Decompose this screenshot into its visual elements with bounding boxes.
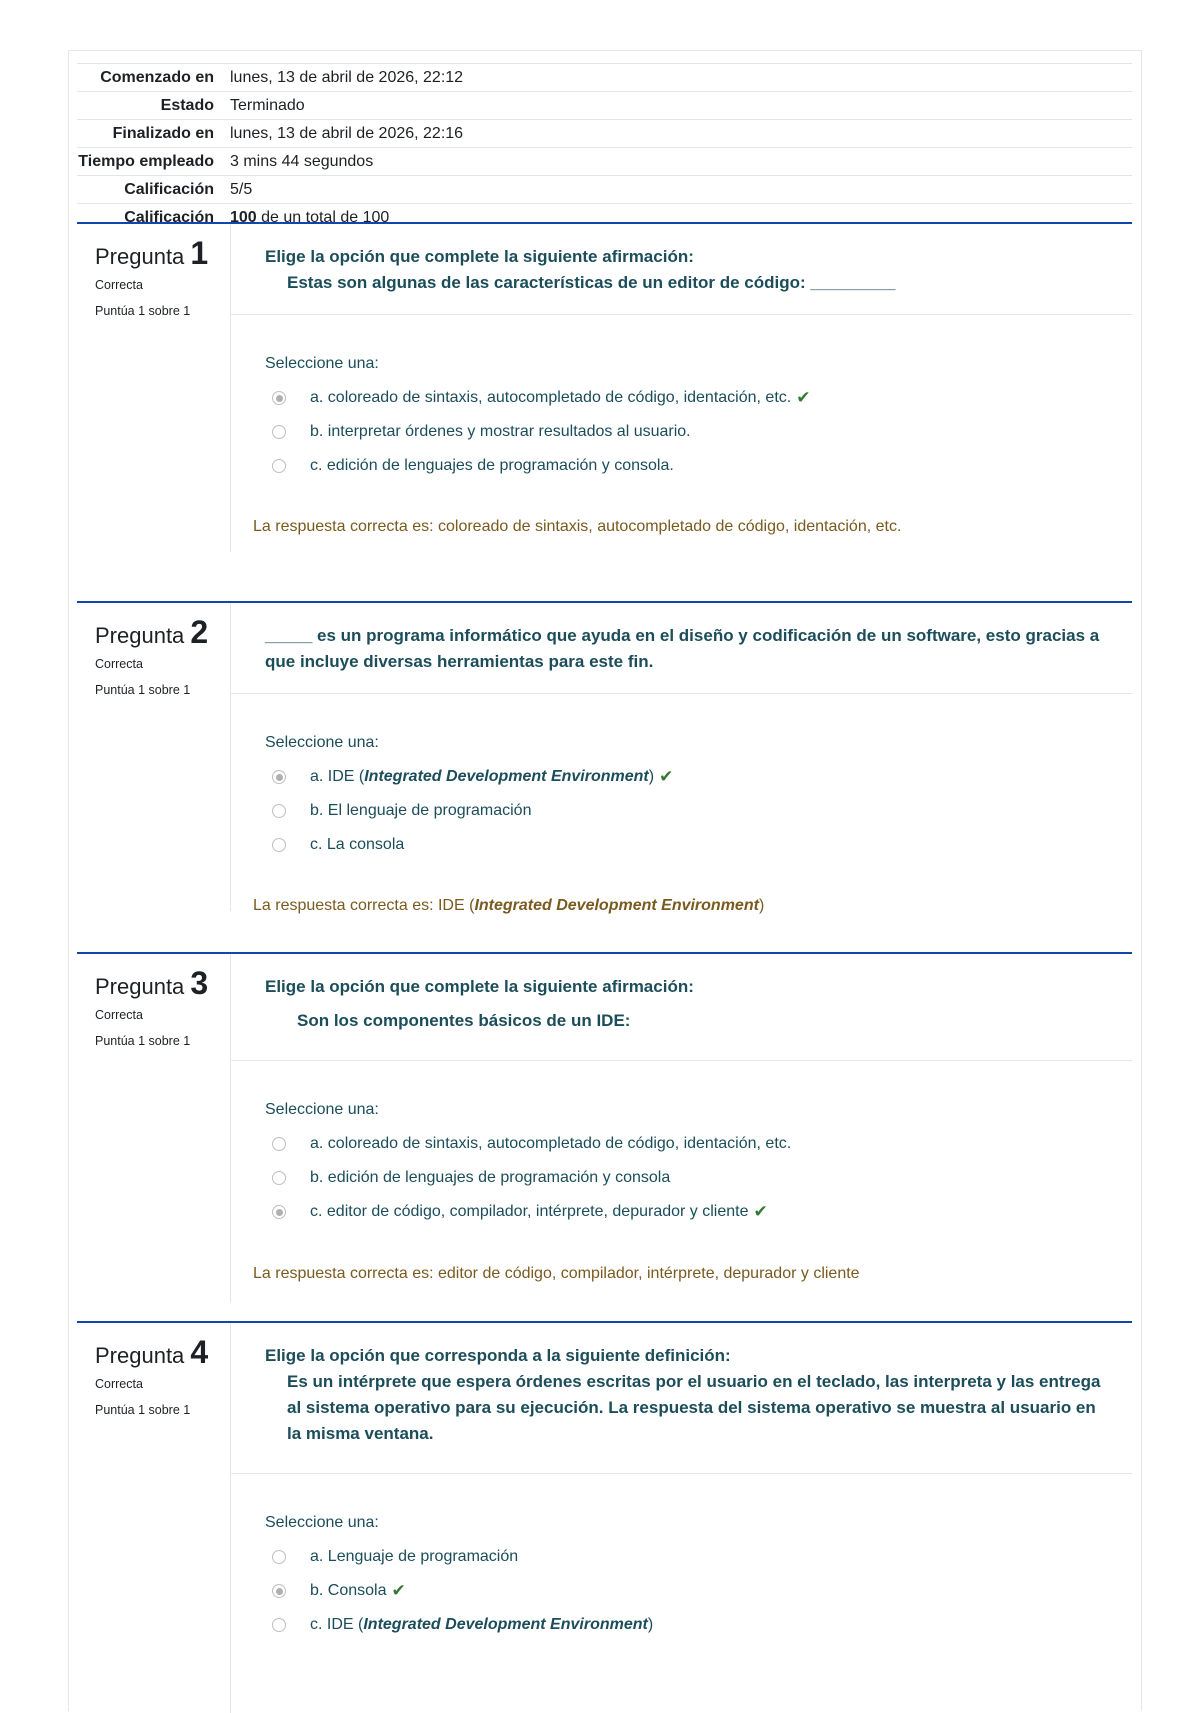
question-title: Pregunta 4	[95, 1334, 209, 1370]
question-4	[77, 1321, 1132, 1713]
answer-option-c[interactable]: c. editor de código, compilador, intérprete, depurador y cliente ✔	[265, 1195, 1112, 1229]
summary-row: Finalizado en lunes, 13 de abril de 2026, 22:16	[77, 119, 1132, 147]
answer-option-b[interactable]: b. El lenguaje de programación	[265, 794, 1112, 828]
answer-option-a[interactable]: a. IDE (Integrated Development Environment) ✔	[265, 760, 1112, 794]
question-content	[231, 954, 1132, 1302]
check-icon: ✔	[753, 1202, 768, 1221]
answer-option-b[interactable]: b. interpretar órdenes y mostrar resultados al usuario.	[265, 415, 1112, 449]
question-text: Elige la opción que corresponda a la siguiente definición: Es un intérprete que espera órdenes escritas por el usuario en el teclado, las interpreta y las entrega al sistema operativo para su ejecución. La respuesta del sistema operativo se muestra al usuario en la misma ventana.	[231, 1323, 1132, 1474]
question-content	[231, 603, 1132, 914]
question-grade: Puntúa 1 sobre 1	[95, 1403, 191, 1417]
answer-option-a[interactable]: a. coloreado de sintaxis, autocompletado de código, identación, etc. ✔	[265, 381, 1112, 415]
question-3	[77, 952, 1132, 1302]
answer-block	[231, 694, 1132, 862]
answer-option-c[interactable]: c. IDE (Integrated Development Environment)	[265, 1608, 1112, 1642]
question-info	[77, 1323, 231, 1713]
question-title: Pregunta 2	[95, 614, 209, 650]
radio-button[interactable]	[272, 1550, 286, 1564]
correct-answer-feedback: La respuesta correcta es: IDE (Integrated Development Environment)	[253, 897, 765, 914]
question-info	[77, 954, 231, 1302]
answer-option-c[interactable]: c. edición de lenguajes de programación y consola.	[265, 449, 1112, 483]
radio-button[interactable]	[272, 391, 286, 405]
question-title: Pregunta 1	[95, 235, 209, 271]
question-grade: Puntúa 1 sobre 1	[95, 304, 191, 318]
summary-row: Tiempo empleado 3 mins 44 segundos	[77, 147, 1132, 175]
radio-button[interactable]	[272, 770, 286, 784]
question-text: Elige la opción que complete la siguiente afirmación: Son los componentes básicos de un IDE:	[231, 954, 1132, 1061]
radio-button[interactable]	[272, 838, 286, 852]
radio-button[interactable]	[272, 1205, 286, 1219]
radio-button[interactable]	[272, 804, 286, 818]
question-state: Correcta	[95, 657, 143, 671]
grade-score: 100	[230, 208, 257, 226]
question-grade: Puntúa 1 sobre 1	[95, 683, 191, 697]
attempt-summary	[77, 63, 1132, 231]
select-label: Seleccione una:	[265, 734, 379, 751]
radio-button[interactable]	[272, 1171, 286, 1185]
question-state: Correcta	[95, 1377, 143, 1391]
question-state: Correcta	[95, 1008, 143, 1022]
question-content	[231, 1323, 1132, 1713]
radio-button[interactable]	[272, 1584, 286, 1598]
question-grade: Puntúa 1 sobre 1	[95, 1034, 191, 1048]
question-info	[77, 603, 231, 911]
check-icon: ✔	[659, 767, 674, 786]
select-label: Seleccione una:	[265, 355, 379, 372]
answer-option-b[interactable]: b. edición de lenguajes de programación y consola	[265, 1161, 1112, 1195]
question-text: Elige la opción que complete la siguiente afirmación: Estas son algunas de las características de un editor de código: _________	[231, 224, 1132, 315]
check-icon: ✔	[796, 388, 811, 407]
radio-button[interactable]	[272, 425, 286, 439]
select-label: Seleccione una:	[265, 1101, 379, 1118]
correct-answer-feedback: La respuesta correcta es: editor de código, compilador, intérprete, depurador y cliente	[253, 1265, 860, 1282]
answer-block	[231, 1474, 1132, 1642]
answer-option-a[interactable]: a. Lenguaje de programación	[265, 1540, 1112, 1574]
question-state: Correcta	[95, 278, 143, 292]
summary-row: Calificación 5/5	[77, 175, 1132, 203]
question-title: Pregunta 3	[95, 965, 209, 1001]
question-2	[77, 601, 1132, 914]
summary-row: Calificación 100 de un total de 100	[77, 203, 1132, 231]
answer-option-c[interactable]: c. La consola	[265, 828, 1112, 862]
radio-button[interactable]	[272, 1137, 286, 1151]
question-info	[77, 224, 231, 552]
correct-answer-feedback: La respuesta correcta es: coloreado de sintaxis, autocompletado de código, identación, etc.	[253, 518, 902, 535]
summary-row: Comenzado en lunes, 13 de abril de 2026, 22:12	[77, 63, 1132, 91]
answer-option-a[interactable]: a. coloreado de sintaxis, autocompletado de código, identación, etc.	[265, 1127, 1112, 1161]
question-text: _____ es un programa informático que ayuda en el diseño y codificación de un software, esto gracias a que incluye diversas herramientas para este fin.	[231, 603, 1132, 694]
question-content	[231, 224, 1132, 552]
answer-option-b[interactable]: b. Consola ✔	[265, 1574, 1112, 1608]
summary-row: Estado Terminado	[77, 91, 1132, 119]
select-label: Seleccione una:	[265, 1514, 379, 1531]
quiz-review-page	[68, 50, 1142, 1711]
answer-block	[231, 315, 1132, 483]
check-icon: ✔	[391, 1581, 406, 1600]
radio-button[interactable]	[272, 1618, 286, 1632]
question-1	[77, 222, 1132, 552]
answer-block	[231, 1061, 1132, 1229]
radio-button[interactable]	[272, 459, 286, 473]
